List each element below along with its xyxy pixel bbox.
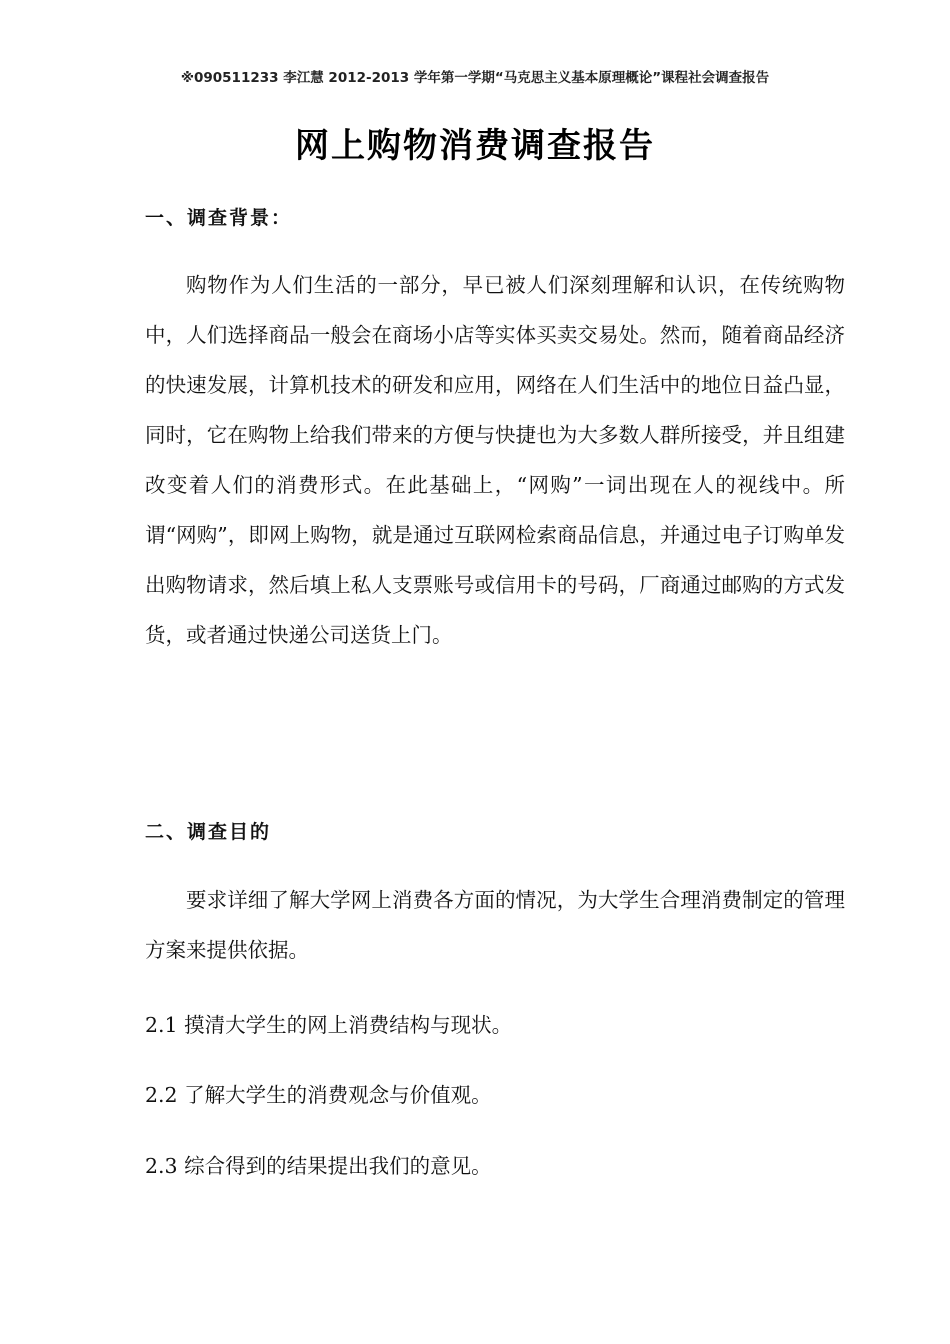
document-title: 网上购物消费调查报告: [295, 126, 655, 166]
list-item: 2.2 了解大学生的消费观念与价值观。: [145, 1083, 492, 1107]
section-heading-background: 一、调查背景：: [145, 207, 293, 229]
section-paragraph-purpose: 要求详细了解大学网上消费各方面的情况，为大学生合理消费制定的管理方案来提供依据。: [145, 888, 845, 962]
page-header: ※090511233 李江慧 2012-2013 学年第一学期“马克思主义基本原理概论”课程社会调查报告: [180, 70, 770, 86]
section-heading-purpose: 二、调查目的: [145, 821, 272, 843]
list-item: 2.3 综合得到的结果提出我们的意见。: [145, 1154, 492, 1178]
section-paragraph-background: 购物作为人们生活的一部分，早已被人们深刻理解和认识，在传统购物中，人们选择商品一般会在商场小店等实体买卖交易处。然而，随着商品经济的快速发展，计算机技术的研发和应用，网络在人们生活中的地位日益凸显，同时，它在购物上给我们带来的方便与快捷也为大多数人群所接受，并且组建改变着人们的消费形式。在此基础上，“网购”一词出现在人的视线中。所谓“网购”，即网上购物，就是通过互联网检索商品信息，并通过电子订购单发出购物请求，然后填上私人支票账号或信用卡的号码，厂商通过邮购的方式发货，或者通过快递公司送货上门。: [145, 273, 845, 647]
list-item: 2.1 摸清大学生的网上消费结构与现状。: [145, 1013, 513, 1037]
